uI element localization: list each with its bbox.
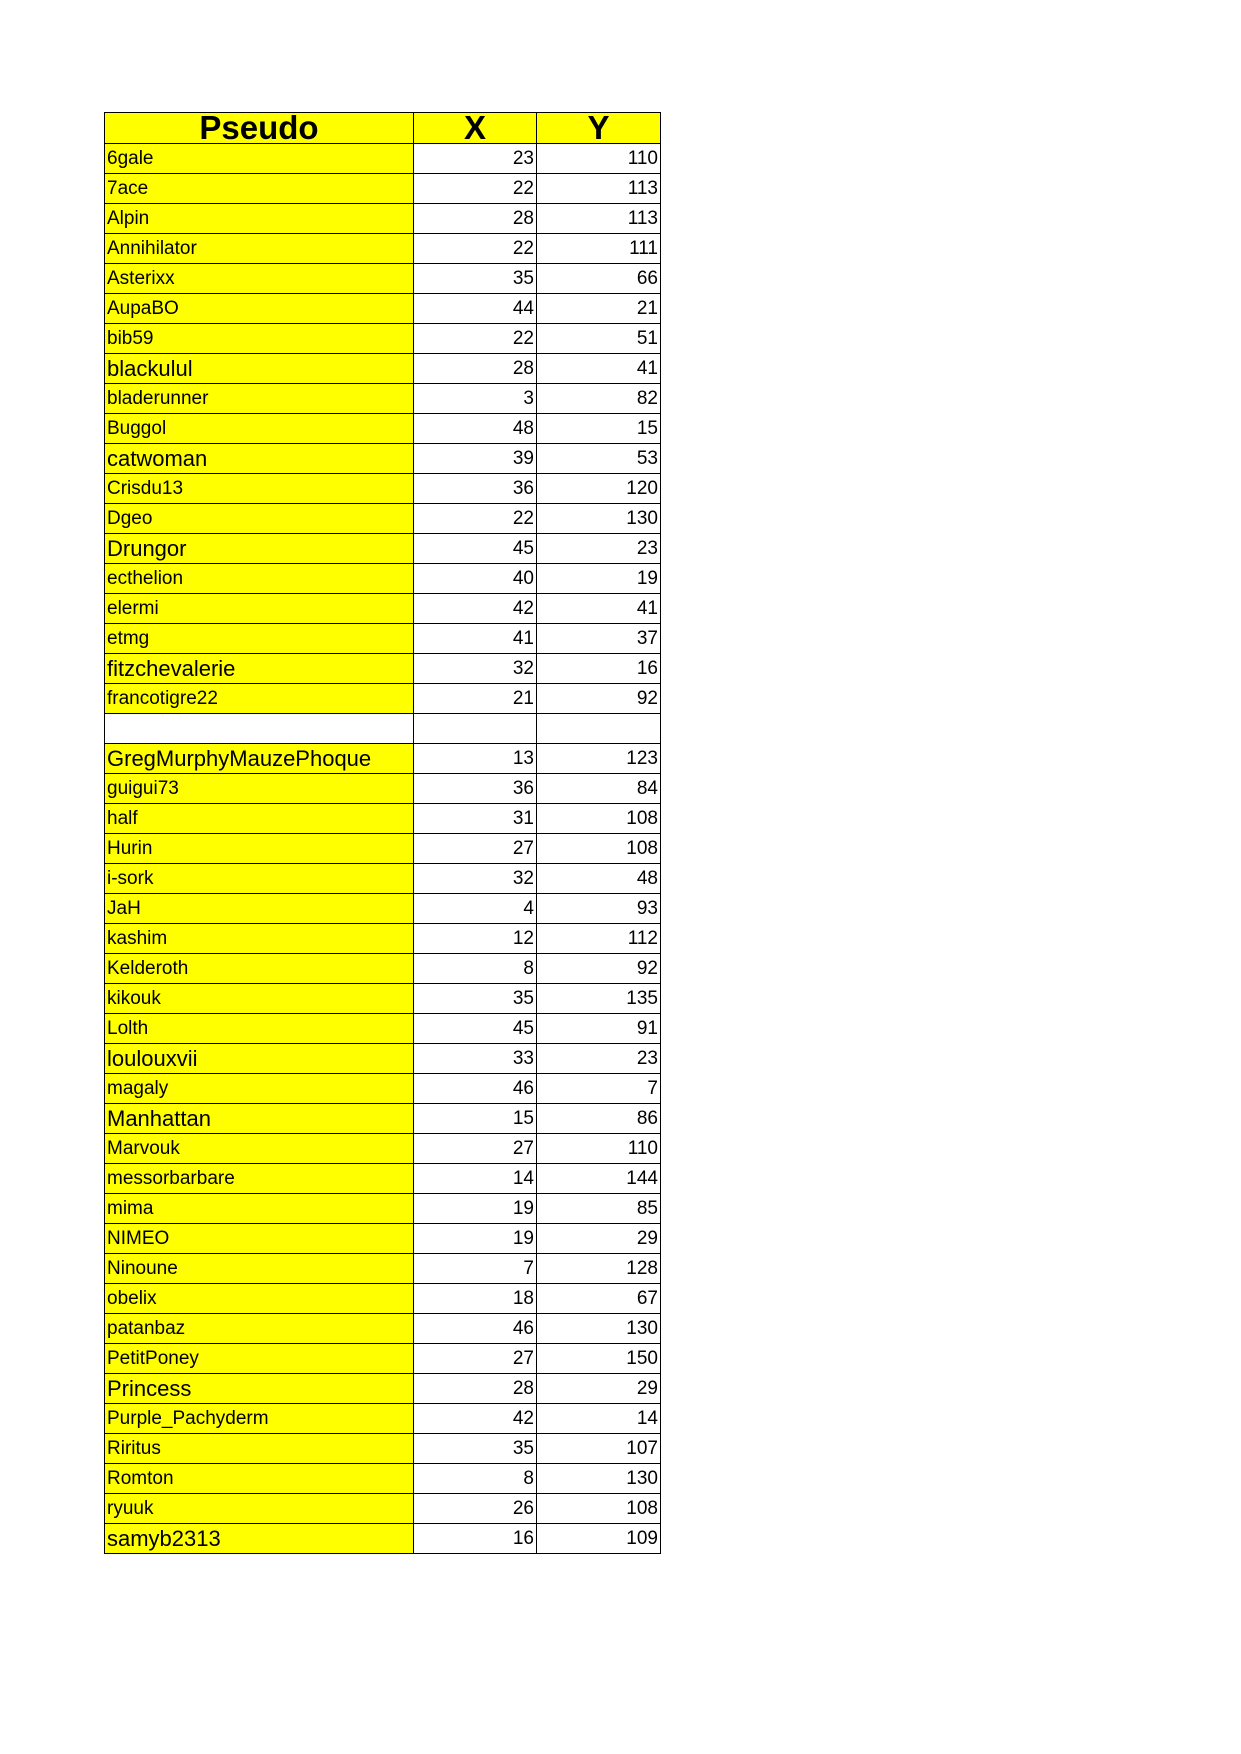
x-cell: 33 bbox=[414, 1044, 537, 1074]
y-cell: 107 bbox=[537, 1434, 661, 1464]
y-cell: 110 bbox=[537, 144, 661, 174]
table-row bbox=[105, 264, 661, 294]
y-cell: 113 bbox=[537, 204, 661, 234]
x-cell: 42 bbox=[414, 594, 537, 624]
y-cell: 108 bbox=[537, 834, 661, 864]
x-cell: 27 bbox=[414, 834, 537, 864]
x-cell: 19 bbox=[414, 1194, 537, 1224]
table-row bbox=[105, 324, 661, 354]
header-pseudo: Pseudo bbox=[105, 113, 414, 144]
table-row bbox=[105, 804, 661, 834]
y-cell: 29 bbox=[537, 1374, 661, 1404]
x-cell: 28 bbox=[414, 354, 537, 384]
x-cell: 15 bbox=[414, 1104, 537, 1134]
y-cell: 29 bbox=[537, 1224, 661, 1254]
table-row bbox=[105, 534, 661, 564]
table-row bbox=[105, 504, 661, 534]
pseudo-cell: Marvouk bbox=[105, 1134, 414, 1164]
table-row bbox=[105, 1464, 661, 1494]
pseudo-cell: loulouxvii bbox=[105, 1044, 414, 1074]
table-row bbox=[105, 684, 661, 714]
table-row bbox=[105, 744, 661, 774]
pseudo-cell: 7ace bbox=[105, 174, 414, 204]
pseudo-cell: blackulul bbox=[105, 354, 414, 384]
x-cell: 22 bbox=[414, 234, 537, 264]
pseudo-cell: bladerunner bbox=[105, 384, 414, 414]
pseudo-cell: JaH bbox=[105, 894, 414, 924]
y-cell: 37 bbox=[537, 624, 661, 654]
y-cell: 85 bbox=[537, 1194, 661, 1224]
x-cell: 31 bbox=[414, 804, 537, 834]
pseudo-cell: Crisdu13 bbox=[105, 474, 414, 504]
y-cell: 93 bbox=[537, 894, 661, 924]
x-cell: 8 bbox=[414, 1464, 537, 1494]
y-cell: 110 bbox=[537, 1134, 661, 1164]
x-cell: 46 bbox=[414, 1314, 537, 1344]
pseudo-cell: obelix bbox=[105, 1284, 414, 1314]
table-row bbox=[105, 1254, 661, 1284]
pseudo-cell: mima bbox=[105, 1194, 414, 1224]
y-cell: 92 bbox=[537, 684, 661, 714]
x-cell: 22 bbox=[414, 174, 537, 204]
table-row bbox=[105, 1074, 661, 1104]
table-row bbox=[105, 474, 661, 504]
y-cell: 14 bbox=[537, 1404, 661, 1434]
x-cell bbox=[414, 714, 537, 744]
table-row bbox=[105, 954, 661, 984]
coordinates-table bbox=[104, 112, 661, 1554]
pseudo-cell: Riritus bbox=[105, 1434, 414, 1464]
x-cell: 35 bbox=[414, 264, 537, 294]
table-row bbox=[105, 1134, 661, 1164]
table-row bbox=[105, 204, 661, 234]
y-cell: 135 bbox=[537, 984, 661, 1014]
table-row bbox=[105, 294, 661, 324]
x-cell: 39 bbox=[414, 444, 537, 474]
y-cell: 41 bbox=[537, 594, 661, 624]
y-cell: 113 bbox=[537, 174, 661, 204]
x-cell: 40 bbox=[414, 564, 537, 594]
x-cell: 42 bbox=[414, 1404, 537, 1434]
x-cell: 41 bbox=[414, 624, 537, 654]
y-cell: 84 bbox=[537, 774, 661, 804]
table-row bbox=[105, 1434, 661, 1464]
table-row bbox=[105, 714, 661, 744]
y-cell: 108 bbox=[537, 1494, 661, 1524]
table-row bbox=[105, 1014, 661, 1044]
pseudo-cell: fitzchevalerie bbox=[105, 654, 414, 684]
y-cell: 48 bbox=[537, 864, 661, 894]
y-cell: 15 bbox=[537, 414, 661, 444]
table-row bbox=[105, 414, 661, 444]
x-cell: 35 bbox=[414, 1434, 537, 1464]
y-cell bbox=[537, 714, 661, 744]
y-cell: 92 bbox=[537, 954, 661, 984]
pseudo-cell: bib59 bbox=[105, 324, 414, 354]
x-cell: 48 bbox=[414, 414, 537, 444]
y-cell: 16 bbox=[537, 654, 661, 684]
pseudo-cell: Lolth bbox=[105, 1014, 414, 1044]
pseudo-cell: Annihilator bbox=[105, 234, 414, 264]
y-cell: 112 bbox=[537, 924, 661, 954]
pseudo-cell: Manhattan bbox=[105, 1104, 414, 1134]
table-row bbox=[105, 1404, 661, 1434]
table-row bbox=[105, 654, 661, 684]
x-cell: 28 bbox=[414, 204, 537, 234]
y-cell: 67 bbox=[537, 1284, 661, 1314]
pseudo-cell: patanbaz bbox=[105, 1314, 414, 1344]
y-cell: 23 bbox=[537, 534, 661, 564]
table-row bbox=[105, 174, 661, 204]
x-cell: 32 bbox=[414, 864, 537, 894]
pseudo-cell bbox=[105, 714, 414, 744]
x-cell: 45 bbox=[414, 534, 537, 564]
y-cell: 128 bbox=[537, 1254, 661, 1284]
table-row bbox=[105, 234, 661, 264]
pseudo-cell: Princess bbox=[105, 1374, 414, 1404]
table-row bbox=[105, 624, 661, 654]
pseudo-cell: Asterixx bbox=[105, 264, 414, 294]
pseudo-cell: guigui73 bbox=[105, 774, 414, 804]
pseudo-cell: GregMurphyMauzePhoque bbox=[105, 744, 414, 774]
header-x: X bbox=[414, 113, 537, 144]
x-cell: 7 bbox=[414, 1254, 537, 1284]
table-row bbox=[105, 1374, 661, 1404]
x-cell: 22 bbox=[414, 504, 537, 534]
pseudo-cell: Drungor bbox=[105, 534, 414, 564]
x-cell: 36 bbox=[414, 774, 537, 804]
y-cell: 109 bbox=[537, 1524, 661, 1554]
y-cell: 123 bbox=[537, 744, 661, 774]
pseudo-cell: samyb2313 bbox=[105, 1524, 414, 1554]
table-row bbox=[105, 894, 661, 924]
pseudo-cell: magaly bbox=[105, 1074, 414, 1104]
x-cell: 21 bbox=[414, 684, 537, 714]
x-cell: 27 bbox=[414, 1134, 537, 1164]
pseudo-cell: messorbarbare bbox=[105, 1164, 414, 1194]
header-y: Y bbox=[537, 113, 661, 144]
table-row bbox=[105, 1194, 661, 1224]
pseudo-cell: ecthelion bbox=[105, 564, 414, 594]
header-row bbox=[105, 113, 661, 144]
y-cell: 130 bbox=[537, 504, 661, 534]
table-row bbox=[105, 144, 661, 174]
pseudo-cell: i-sork bbox=[105, 864, 414, 894]
x-cell: 35 bbox=[414, 984, 537, 1014]
table-row bbox=[105, 354, 661, 384]
table-row bbox=[105, 1524, 661, 1554]
x-cell: 3 bbox=[414, 384, 537, 414]
x-cell: 4 bbox=[414, 894, 537, 924]
y-cell: 51 bbox=[537, 324, 661, 354]
y-cell: 111 bbox=[537, 234, 661, 264]
x-cell: 8 bbox=[414, 954, 537, 984]
y-cell: 82 bbox=[537, 384, 661, 414]
table-row bbox=[105, 1344, 661, 1374]
x-cell: 13 bbox=[414, 744, 537, 774]
x-cell: 28 bbox=[414, 1374, 537, 1404]
x-cell: 36 bbox=[414, 474, 537, 504]
x-cell: 16 bbox=[414, 1524, 537, 1554]
pseudo-cell: Alpin bbox=[105, 204, 414, 234]
table-row bbox=[105, 564, 661, 594]
y-cell: 130 bbox=[537, 1314, 661, 1344]
y-cell: 66 bbox=[537, 264, 661, 294]
table-row bbox=[105, 1284, 661, 1314]
y-cell: 7 bbox=[537, 1074, 661, 1104]
pseudo-cell: NIMEO bbox=[105, 1224, 414, 1254]
y-cell: 19 bbox=[537, 564, 661, 594]
table-row bbox=[105, 1104, 661, 1134]
pseudo-cell: etmg bbox=[105, 624, 414, 654]
table-row bbox=[105, 1044, 661, 1074]
x-cell: 44 bbox=[414, 294, 537, 324]
pseudo-cell: catwoman bbox=[105, 444, 414, 474]
table-row bbox=[105, 774, 661, 804]
table-row bbox=[105, 384, 661, 414]
table-row bbox=[105, 924, 661, 954]
x-cell: 18 bbox=[414, 1284, 537, 1314]
y-cell: 86 bbox=[537, 1104, 661, 1134]
pseudo-cell: half bbox=[105, 804, 414, 834]
y-cell: 23 bbox=[537, 1044, 661, 1074]
pseudo-cell: ryuuk bbox=[105, 1494, 414, 1524]
x-cell: 22 bbox=[414, 324, 537, 354]
x-cell: 46 bbox=[414, 1074, 537, 1104]
pseudo-cell: elermi bbox=[105, 594, 414, 624]
x-cell: 12 bbox=[414, 924, 537, 954]
y-cell: 91 bbox=[537, 1014, 661, 1044]
y-cell: 41 bbox=[537, 354, 661, 384]
y-cell: 108 bbox=[537, 804, 661, 834]
x-cell: 14 bbox=[414, 1164, 537, 1194]
pseudo-cell: Hurin bbox=[105, 834, 414, 864]
pseudo-cell: kikouk bbox=[105, 984, 414, 1014]
x-cell: 45 bbox=[414, 1014, 537, 1044]
pseudo-cell: Romton bbox=[105, 1464, 414, 1494]
x-cell: 26 bbox=[414, 1494, 537, 1524]
pseudo-cell: kashim bbox=[105, 924, 414, 954]
table-row bbox=[105, 594, 661, 624]
table-row bbox=[105, 444, 661, 474]
pseudo-cell: PetitPoney bbox=[105, 1344, 414, 1374]
x-cell: 19 bbox=[414, 1224, 537, 1254]
y-cell: 150 bbox=[537, 1344, 661, 1374]
x-cell: 23 bbox=[414, 144, 537, 174]
x-cell: 32 bbox=[414, 654, 537, 684]
y-cell: 130 bbox=[537, 1464, 661, 1494]
y-cell: 144 bbox=[537, 1164, 661, 1194]
pseudo-cell: AupaBO bbox=[105, 294, 414, 324]
pseudo-cell: Buggol bbox=[105, 414, 414, 444]
y-cell: 53 bbox=[537, 444, 661, 474]
table-row bbox=[105, 1314, 661, 1344]
table-row bbox=[105, 834, 661, 864]
pseudo-cell: Kelderoth bbox=[105, 954, 414, 984]
pseudo-cell: 6gale bbox=[105, 144, 414, 174]
pseudo-cell: Purple_Pachyderm bbox=[105, 1404, 414, 1434]
y-cell: 120 bbox=[537, 474, 661, 504]
table-row bbox=[105, 864, 661, 894]
table-row bbox=[105, 984, 661, 1014]
x-cell: 27 bbox=[414, 1344, 537, 1374]
pseudo-cell: francotigre22 bbox=[105, 684, 414, 714]
table-row bbox=[105, 1494, 661, 1524]
pseudo-cell: Dgeo bbox=[105, 504, 414, 534]
y-cell: 21 bbox=[537, 294, 661, 324]
table-row bbox=[105, 1224, 661, 1254]
table-row bbox=[105, 1164, 661, 1194]
pseudo-cell: Ninoune bbox=[105, 1254, 414, 1284]
